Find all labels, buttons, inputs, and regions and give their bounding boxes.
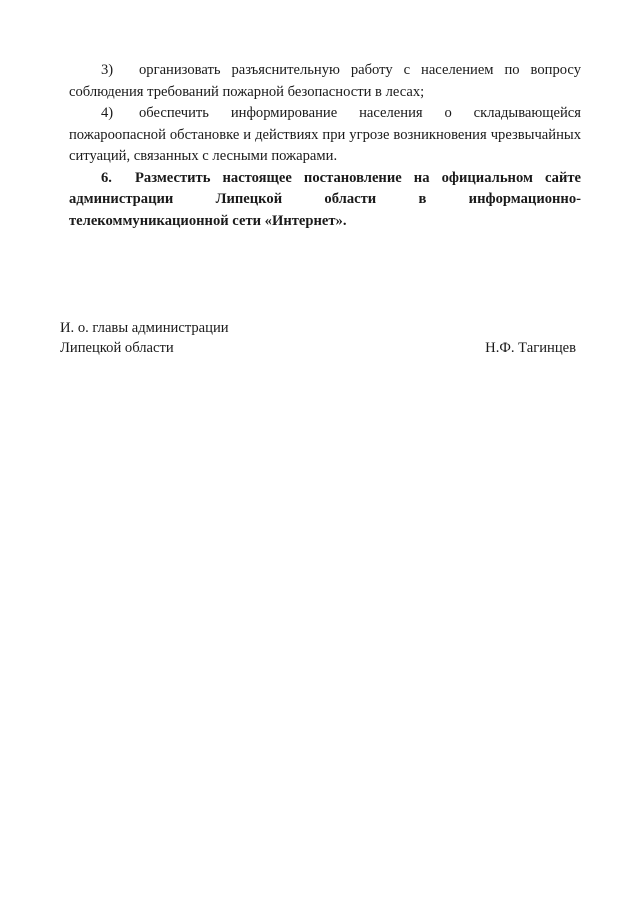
signatory-title-line2: Липецкой области xyxy=(60,340,174,356)
item-number: 3) xyxy=(101,62,114,78)
signatory-name: Н.Ф. Тагинцев xyxy=(485,340,576,356)
paragraph-item-3 xyxy=(69,60,581,103)
paragraph-item-4 xyxy=(69,103,581,168)
signatory-title-line1: И. о. главы администрации xyxy=(60,320,229,336)
paragraph-item-6 xyxy=(69,168,581,233)
item-number: 4) xyxy=(101,105,114,121)
signature-block xyxy=(60,318,578,358)
item-text: Разместить настоящее постановление на официальном сайте администрации Липецкой области в информационно-телекоммуникационной сети «Интернет». xyxy=(69,169,581,229)
item-text: обеспечить информирование населения о складывающейся пожароопасной обстановке и действиях при угрозе возникновения чрезвычайных ситуаций, связанных с лесными пожарами. xyxy=(69,105,581,164)
item-number: 6. xyxy=(101,169,112,186)
item-text: организовать разъяснительную работу с населением по вопросу соблюдения требований пожарной безопасности в лесах; xyxy=(69,62,581,100)
document-body xyxy=(69,60,581,232)
signature-row xyxy=(60,338,578,358)
